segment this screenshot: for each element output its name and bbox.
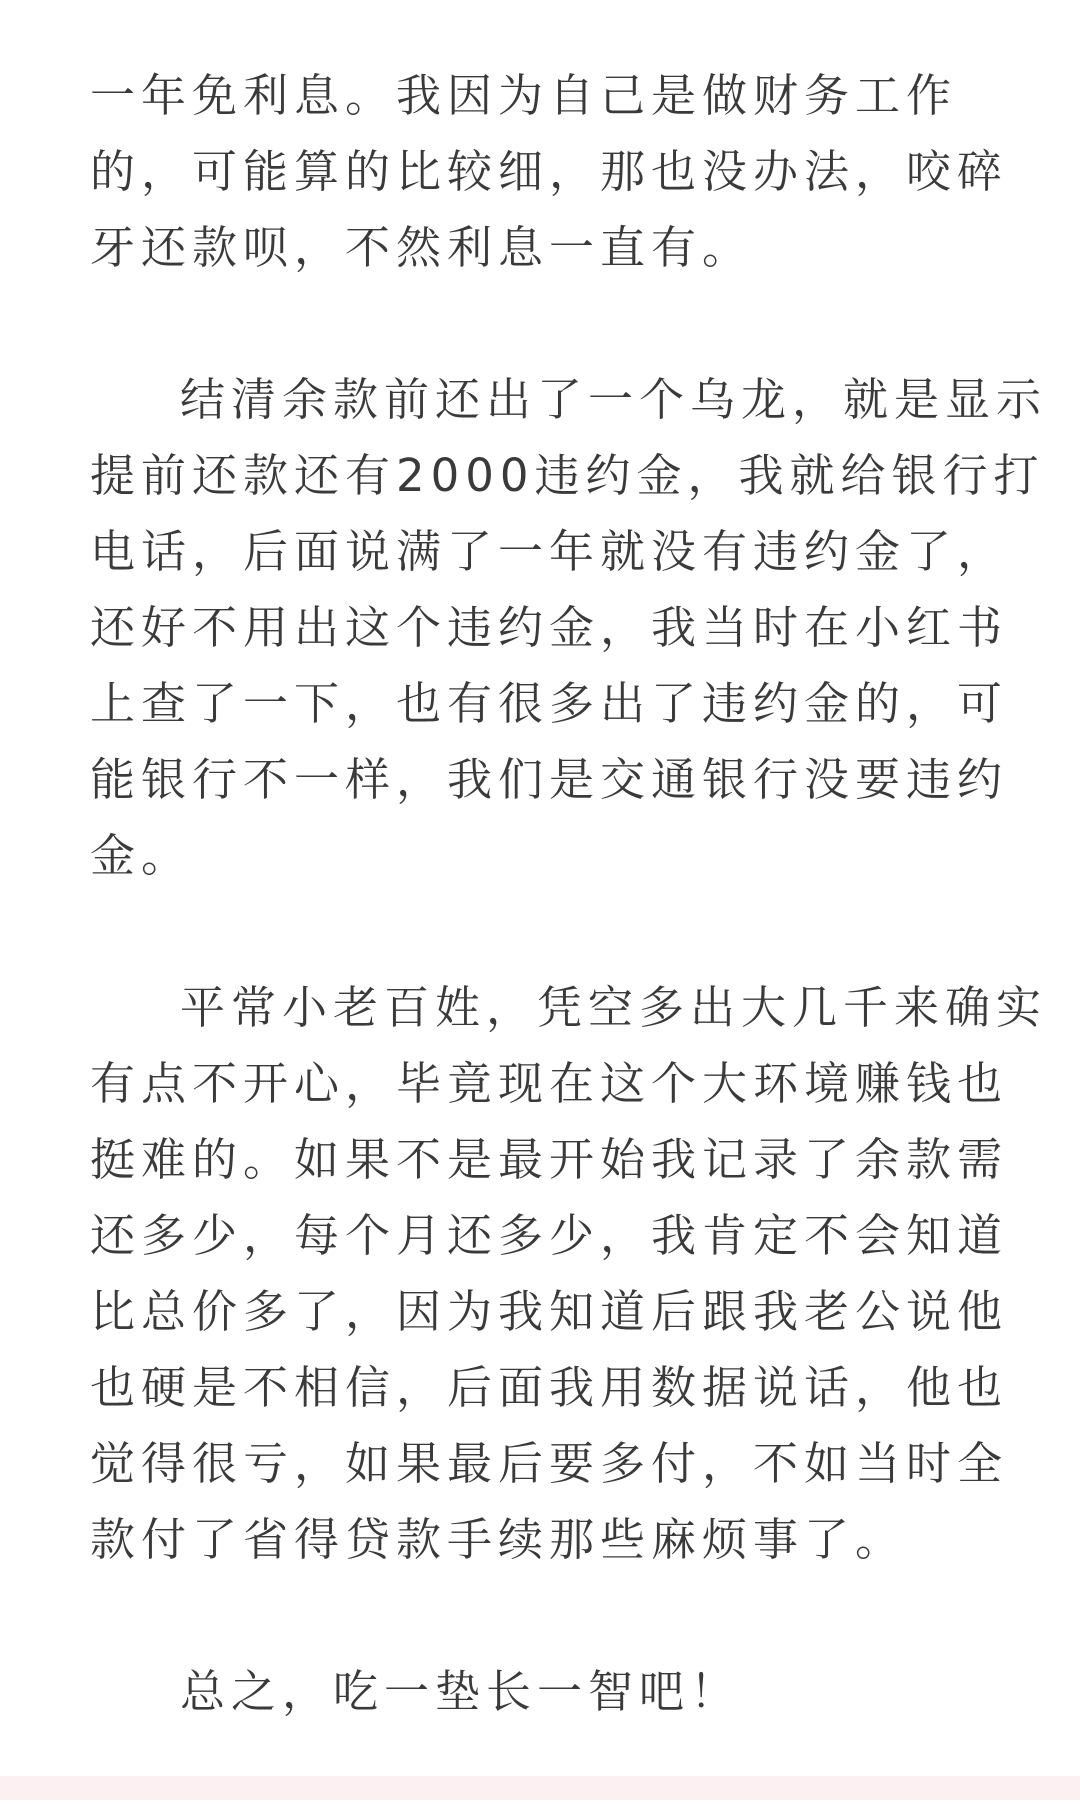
text-line: 的，可能算的比较细，那也没办法，咬碎 <box>90 145 1009 198</box>
bottom-band <box>0 1776 1080 1800</box>
text-line: 提前还款还有2000违约金，我就给银行打 <box>90 449 1045 502</box>
text-line: 电话，后面说满了一年就没有违约金了， <box>90 525 1009 578</box>
text-line: 也硬是不相信，后面我用数据说话，他也 <box>90 1361 1009 1414</box>
text-line: 觉得很亏，如果最后要多付，不如当时全 <box>90 1437 1009 1490</box>
text-line: 有点不开心，毕竟现在这个大环境赚钱也 <box>90 1057 1009 1110</box>
paragraph-2 <box>90 362 1048 894</box>
text-line: 上查了一下，也有很多出了违约金的，可 <box>90 677 1009 730</box>
text-line: 能银行不一样，我们是交通银行没要违约 <box>90 753 1009 806</box>
text-line: 比总价多了，因为我知道后跟我老公说他 <box>90 1285 1009 1338</box>
text-line: 总之，吃一垫长一智吧！ <box>180 1665 742 1718</box>
text-line: 挺难的。如果不是最开始我记录了余款需 <box>90 1133 1009 1186</box>
text-line: 牙还款呗，不然利息一直有。 <box>90 221 754 274</box>
paragraph-4 <box>90 1654 990 1730</box>
text-line: 还好不用出这个违约金，我当时在小红书 <box>90 601 1009 654</box>
text-line: 一年免利息。我因为自己是做财务工作 <box>90 69 958 122</box>
paragraph-3 <box>90 970 1048 1578</box>
text-line: 结清余款前还出了一个乌龙，就是显示 <box>180 373 1048 426</box>
paragraph-1 <box>90 58 1009 286</box>
text-line: 金。 <box>90 829 193 882</box>
article-body <box>90 58 1048 1806</box>
text-line: 还多少，每个月还多少，我肯定不会知道 <box>90 1209 1009 1262</box>
text-line: 款付了省得贷款手续那些麻烦事了。 <box>90 1513 907 1566</box>
text-line: 平常小老百姓，凭空多出大几千来确实 <box>180 981 1048 1034</box>
